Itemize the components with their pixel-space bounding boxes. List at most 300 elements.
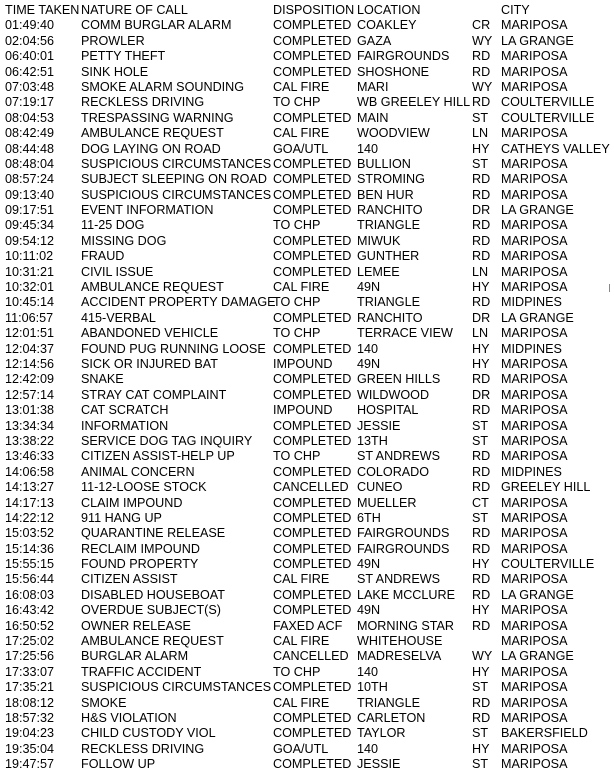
cell-city: MARIPOSA — [501, 418, 568, 433]
cell-city: MARIPOSA — [501, 449, 568, 464]
cell-location: 49N — [357, 557, 381, 572]
cell-disposition: CANCELLED — [273, 649, 349, 664]
table-row — [0, 526, 614, 541]
cell-disposition: COMPLETED — [273, 18, 352, 33]
cell-suffix: HY — [472, 356, 490, 371]
cell-city: MARIPOSA — [501, 510, 568, 525]
cell-disposition: TO CHP — [273, 218, 321, 233]
cell-nature: SUSPICIOUS CIRCUMSTANCES — [81, 156, 272, 171]
cell-suffix: ST — [472, 433, 489, 448]
cell-city: MARIPOSA — [501, 572, 568, 587]
table-row — [0, 80, 614, 95]
cell-city: MARIPOSA — [501, 218, 568, 233]
cell-disposition: CAL FIRE — [273, 695, 330, 710]
cell-nature: PETTY THEFT — [81, 49, 166, 64]
cell-suffix: RD — [472, 587, 491, 602]
table-row — [0, 126, 614, 141]
cell-nature: 911 HANG UP — [81, 510, 162, 525]
cell-city: MARIPOSA — [501, 495, 568, 510]
cell-city: GREELEY HILL — [501, 480, 591, 495]
cell-suffix: ST — [472, 680, 489, 695]
cell-suffix: RD — [472, 95, 491, 110]
cell-disposition: COMPLETED — [273, 341, 352, 356]
cell-city: COULTERVILLE — [501, 557, 595, 572]
cell-time: 19:04:23 — [5, 726, 55, 741]
cell-nature: MISSING DOG — [81, 233, 167, 248]
table-row — [0, 511, 614, 526]
header-nature-of-call: NATURE OF CALL — [81, 3, 188, 17]
cell-time: 08:48:04 — [5, 156, 55, 171]
cell-city: MARIPOSA — [501, 710, 568, 725]
cell-nature: DOG LAYING ON ROAD — [81, 141, 221, 156]
cell-disposition: COMPLETED — [273, 726, 352, 741]
cell-location: BEN HUR — [357, 187, 414, 202]
cell-time: 11:06:57 — [5, 310, 54, 325]
cell-city: COULTERVILLE — [501, 110, 595, 125]
cell-location: ST ANDREWS — [357, 572, 441, 587]
cell-disposition: COMPLETED — [273, 156, 352, 171]
cell-suffix: LN — [472, 126, 489, 141]
cell-suffix: DR — [472, 310, 491, 325]
cell-suffix: RD — [472, 64, 491, 79]
cell-time: 15:56:44 — [5, 572, 55, 587]
table-row — [0, 680, 614, 695]
cell-nature: SNAKE — [81, 372, 124, 387]
cell-disposition: COMPLETED — [273, 310, 352, 325]
cell-disposition: COMPLETED — [273, 249, 352, 264]
table-row — [0, 434, 614, 449]
cell-location: COLORADO — [357, 464, 430, 479]
cell-location: CARLETON — [357, 710, 426, 725]
cell-city: MARIPOSA — [501, 757, 568, 772]
cell-time: 17:33:07 — [5, 664, 55, 679]
cell-time: 10:45:14 — [5, 295, 55, 310]
table-row — [0, 65, 614, 80]
table-row — [0, 172, 614, 187]
table-row — [0, 588, 614, 603]
cell-location: 49N — [357, 603, 381, 618]
table-row — [0, 465, 614, 480]
table-row — [0, 619, 614, 634]
cell-nature: SINK HOLE — [81, 64, 149, 79]
cell-location: FAIRGROUNDS — [357, 541, 450, 556]
cell-nature: BURGLAR ALARM — [81, 649, 189, 664]
table-row — [0, 480, 614, 495]
table-row — [0, 572, 614, 587]
cell-suffix: ST — [472, 757, 489, 772]
cell-location: MADRESELVA — [357, 649, 442, 664]
cell-city: MARIPOSA — [501, 433, 568, 448]
cell-city: MARIPOSA — [501, 64, 568, 79]
cell-disposition: CAL FIRE — [273, 572, 330, 587]
cell-suffix: HY — [472, 603, 490, 618]
cell-suffix: RD — [472, 572, 491, 587]
cell-city: MARIPOSA — [501, 18, 568, 33]
table-row — [0, 326, 614, 341]
cell-location: RANCHITO — [357, 203, 423, 218]
cell-nature: 415-VERBAL — [81, 310, 156, 325]
cell-disposition: CANCELLED — [273, 480, 349, 495]
table-row — [0, 557, 614, 572]
cell-city: MARIPOSA — [501, 326, 568, 341]
cell-suffix: ST — [472, 110, 489, 125]
cell-location: 6TH — [357, 510, 381, 525]
cell-location: 140 — [357, 741, 379, 756]
cell-disposition: COMPLETED — [273, 172, 352, 187]
cell-nature: FOUND PROPERTY — [81, 557, 199, 572]
cell-city: MARIPOSA — [501, 618, 568, 633]
cell-disposition: COMPLETED — [273, 33, 352, 48]
cell-suffix: RD — [472, 449, 491, 464]
cell-nature: CLAIM IMPOUND — [81, 495, 183, 510]
cell-suffix: HY — [472, 557, 490, 572]
cell-disposition: COMPLETED — [273, 526, 352, 541]
cell-nature: AMBULANCE REQUEST — [81, 126, 224, 141]
cell-location: WILDWOOD — [357, 387, 430, 402]
cell-city: MARIPOSA — [501, 356, 568, 371]
cell-suffix: DR — [472, 203, 491, 218]
cell-disposition: COMPLETED — [273, 433, 352, 448]
cell-time: 18:08:12 — [5, 695, 55, 710]
table-row — [0, 157, 614, 172]
cell-nature: ACCIDENT PROPERTY DAMAGE — [81, 295, 276, 310]
cell-city: MARIPOSA — [501, 79, 568, 94]
cell-disposition: COMPLETED — [273, 587, 352, 602]
cell-time: 01:49:40 — [5, 18, 55, 33]
cell-time: 16:50:52 — [5, 618, 55, 633]
cell-location: FAIRGROUNDS — [357, 526, 450, 541]
table-body — [0, 18, 614, 772]
cell-city: MARIPOSA — [501, 664, 568, 679]
cell-nature: TRESPASSING WARNING — [81, 110, 234, 125]
cell-time: 15:14:36 — [5, 541, 55, 556]
cell-nature: SUBJECT SLEEPING ON ROAD — [81, 172, 267, 187]
table-row — [0, 711, 614, 726]
cell-time: 17:25:56 — [5, 649, 55, 664]
cell-nature: RECKLESS DRIVING — [81, 95, 205, 110]
table-row — [0, 357, 614, 372]
cell-location: GUNTHER — [357, 249, 420, 264]
cell-city: MARIPOSA — [501, 126, 568, 141]
cell-nature: CITIZEN ASSIST — [81, 572, 178, 587]
cell-city: MARIPOSA — [501, 233, 568, 248]
cell-time: 12:42:09 — [5, 372, 55, 387]
cell-suffix: HY — [472, 664, 490, 679]
table-row — [0, 49, 614, 64]
cell-city: LA GRANGE — [501, 33, 574, 48]
cell-location: SHOSHONE — [357, 64, 430, 79]
cell-disposition: COMPLETED — [273, 557, 352, 572]
cell-disposition: COMPLETED — [273, 603, 352, 618]
cell-disposition: CAL FIRE — [273, 79, 330, 94]
table-row — [0, 95, 614, 110]
table-row — [0, 111, 614, 126]
cell-location: 49N — [357, 280, 381, 295]
cell-suffix: ST — [472, 510, 489, 525]
cell-disposition: COMPLETED — [273, 387, 352, 402]
cell-time: 15:03:52 — [5, 526, 55, 541]
cell-location: WOODVIEW — [357, 126, 430, 141]
cell-city: BAKERSFIELD — [501, 726, 588, 741]
cell-nature: ABANDONED VEHICLE — [81, 326, 219, 341]
cell-time: 06:42:51 — [5, 64, 55, 79]
cell-disposition: TO CHP — [273, 295, 321, 310]
table-row — [0, 449, 614, 464]
table-row — [0, 403, 614, 418]
cell-disposition: COMPLETED — [273, 372, 352, 387]
cell-suffix: ST — [472, 726, 489, 741]
cell-city: LA GRANGE — [501, 649, 574, 664]
cell-city: LA GRANGE — [501, 587, 574, 602]
cell-location: TRIANGLE — [357, 695, 420, 710]
cell-suffix: RD — [472, 403, 491, 418]
cell-location: CUNEO — [357, 480, 403, 495]
cell-disposition: COMPLETED — [273, 203, 352, 218]
cell-nature: 11-12-LOOSE STOCK — [81, 480, 207, 495]
table-row — [0, 742, 614, 757]
cell-disposition: COMPLETED — [273, 49, 352, 64]
cell-time: 14:22:12 — [5, 510, 55, 525]
cell-time: 13:38:22 — [5, 433, 55, 448]
cell-location: TERRACE VIEW — [357, 326, 453, 341]
cell-suffix: WY — [472, 649, 493, 664]
cell-suffix: CT — [472, 495, 489, 510]
cell-time: 08:04:53 — [5, 110, 55, 125]
cell-location: TRIANGLE — [357, 218, 420, 233]
cell-suffix: RD — [472, 249, 491, 264]
cell-city: LA GRANGE — [501, 203, 574, 218]
cell-city: MIDPINES — [501, 464, 562, 479]
cell-location: WHITEHOUSE — [357, 634, 443, 649]
cell-time: 07:03:48 — [5, 79, 55, 94]
cell-disposition: COMPLETED — [273, 233, 352, 248]
cell-suffix: LN — [472, 264, 489, 279]
table-row — [0, 249, 614, 264]
cell-nature: RECLAIM IMPOUND — [81, 541, 200, 556]
table-row — [0, 142, 614, 157]
table-row — [0, 634, 614, 649]
cell-time: 10:31:21 — [5, 264, 55, 279]
cell-nature: SUSPICIOUS CIRCUMSTANCES — [81, 187, 272, 202]
cell-nature: SMOKE — [81, 695, 127, 710]
cell-nature: OVERDUE SUBJECT(S) — [81, 603, 221, 618]
cell-disposition: IMPOUND — [273, 403, 333, 418]
cell-time: 19:47:57 — [5, 757, 55, 772]
cell-time: 10:11:02 — [5, 249, 54, 264]
cell-time: 12:04:37 — [5, 341, 55, 356]
cell-time: 12:01:51 — [5, 326, 55, 341]
cell-nature: SUSPICIOUS CIRCUMSTANCES — [81, 680, 272, 695]
cell-city: MARIPOSA — [501, 49, 568, 64]
cell-city: MARIPOSA — [501, 249, 568, 264]
cell-city: MARIPOSA — [501, 280, 568, 295]
cell-location: GREEN HILLS — [357, 372, 441, 387]
header-city: CITY — [501, 3, 530, 17]
table-row — [0, 311, 614, 326]
table-row — [0, 203, 614, 218]
cell-disposition: COMPLETED — [273, 110, 352, 125]
table-row — [0, 542, 614, 557]
cell-suffix: HY — [472, 741, 490, 756]
cell-nature: 11-25 DOG — [81, 218, 145, 233]
cell-disposition: COMPLETED — [273, 187, 352, 202]
cell-city: MARIPOSA — [501, 541, 568, 556]
cell-location: MIWUK — [357, 233, 401, 248]
cell-suffix: RD — [472, 172, 491, 187]
cell-time: 17:35:21 — [5, 680, 55, 695]
cell-location: MAIN — [357, 110, 389, 125]
table-row — [0, 419, 614, 434]
cell-city: MARIPOSA — [501, 156, 568, 171]
cell-suffix: LN — [472, 326, 489, 341]
cell-disposition: COMPLETED — [273, 541, 352, 556]
table-row — [0, 496, 614, 511]
cell-time: 09:13:40 — [5, 187, 55, 202]
cell-time: 19:35:04 — [5, 741, 55, 756]
cell-location: GAZA — [357, 33, 392, 48]
cell-city: MARIPOSA — [501, 387, 568, 402]
cell-nature: COMM BURGLAR ALARM — [81, 18, 232, 33]
cell-nature: CIVIL ISSUE — [81, 264, 154, 279]
cell-suffix: HY — [472, 280, 490, 295]
cell-location: COAKLEY — [357, 18, 417, 33]
table-row — [0, 603, 614, 618]
cell-time: 09:45:34 — [5, 218, 55, 233]
cell-time: 08:57:24 — [5, 172, 55, 187]
cell-time: 14:06:58 — [5, 464, 55, 479]
cell-location: 49N — [357, 356, 381, 371]
cell-location: MUELLER — [357, 495, 417, 510]
cell-city: CATHEYS VALLEY — [501, 141, 610, 156]
cell-nature: AMBULANCE REQUEST — [81, 634, 224, 649]
cell-disposition: COMPLETED — [273, 418, 352, 433]
table-row — [0, 234, 614, 249]
cell-disposition: COMPLETED — [273, 64, 352, 79]
cell-city: MIDPINES — [501, 295, 562, 310]
header-location: LOCATION — [357, 3, 421, 17]
cell-city: MARIPOSA — [501, 403, 568, 418]
cell-location: FAIRGROUNDS — [357, 49, 450, 64]
cell-nature: PROWLER — [81, 33, 145, 48]
cell-location: JESSIE — [357, 757, 401, 772]
cell-city: MARIPOSA — [501, 741, 568, 756]
cell-time: 14:13:27 — [5, 480, 55, 495]
cell-suffix: RD — [472, 618, 491, 633]
cell-suffix: RD — [472, 372, 491, 387]
call-log-table — [0, 3, 614, 773]
cell-time: 14:17:13 — [5, 495, 55, 510]
header-disposition: DISPOSITION — [273, 3, 355, 17]
table-row — [0, 372, 614, 387]
cell-suffix: RD — [472, 464, 491, 479]
cell-city: MARIPOSA — [501, 680, 568, 695]
cell-nature: FOUND PUG RUNNING LOOSE — [81, 341, 266, 356]
table-row — [0, 34, 614, 49]
cell-location: ST ANDREWS — [357, 449, 441, 464]
table-row — [0, 188, 614, 203]
cell-location: 140 — [357, 141, 379, 156]
cell-location: WB GREELEY HILL — [357, 95, 471, 110]
cell-disposition: COMPLETED — [273, 710, 352, 725]
cell-suffix: RD — [472, 541, 491, 556]
cell-location: 140 — [357, 341, 379, 356]
cell-nature: EVENT INFORMATION — [81, 203, 214, 218]
cell-time: 15:55:15 — [5, 557, 55, 572]
cell-suffix: RD — [472, 526, 491, 541]
cell-time: 08:42:49 — [5, 126, 55, 141]
cell-location: RANCHITO — [357, 310, 423, 325]
cell-nature: DISABLED HOUSEBOAT — [81, 587, 225, 602]
cell-nature: CHILD CUSTODY VIOL — [81, 726, 216, 741]
cell-suffix: RD — [472, 49, 491, 64]
cell-location: 13TH — [357, 433, 388, 448]
cell-disposition: FAXED ACF — [273, 618, 343, 633]
cell-nature: FRAUD — [81, 249, 125, 264]
table-header-row — [0, 3, 614, 18]
cell-time: 02:04:56 — [5, 33, 55, 48]
cell-city: LA GRANGE — [501, 310, 574, 325]
cell-time: 13:46:33 — [5, 449, 55, 464]
cell-suffix: RD — [472, 233, 491, 248]
cell-time: 09:17:51 — [5, 203, 55, 218]
table-row — [0, 218, 614, 233]
table-row — [0, 280, 614, 295]
cell-city: COULTERVILLE — [501, 95, 595, 110]
cell-city: MARIPOSA — [501, 372, 568, 387]
cell-nature: CAT SCRATCH — [81, 403, 169, 418]
cell-suffix: WY — [472, 33, 493, 48]
cell-disposition: TO CHP — [273, 95, 321, 110]
cell-time: 12:57:14 — [5, 387, 55, 402]
cell-city: MIDPINES — [501, 341, 562, 356]
cell-time: 07:19:17 — [5, 95, 55, 110]
cell-city: MARIPOSA — [501, 187, 568, 202]
table-row — [0, 342, 614, 357]
cell-location: HOSPITAL — [357, 403, 419, 418]
cell-disposition: CAL FIRE — [273, 634, 330, 649]
cell-nature: QUARANTINE RELEASE — [81, 526, 226, 541]
cell-nature: H&S VIOLATION — [81, 710, 177, 725]
cell-location: 10TH — [357, 680, 388, 695]
cell-suffix: RD — [472, 710, 491, 725]
cell-suffix: WY — [472, 79, 493, 94]
cell-suffix: CR — [472, 18, 491, 33]
cell-time: 10:32:01 — [5, 280, 55, 295]
cell-disposition: CAL FIRE — [273, 280, 330, 295]
cell-suffix: HY — [472, 141, 490, 156]
cell-nature: TRAFFIC ACCIDENT — [81, 664, 202, 679]
cell-suffix: DR — [472, 387, 491, 402]
cell-disposition: TO CHP — [273, 326, 321, 341]
cell-suffix: RD — [472, 480, 491, 495]
cell-nature: AMBULANCE REQUEST — [81, 280, 224, 295]
header-time-taken: TIME TAKEN — [5, 3, 80, 17]
table-row — [0, 388, 614, 403]
cell-time: 17:25:02 — [5, 634, 55, 649]
cell-disposition: IMPOUND — [273, 356, 333, 371]
cell-time: 06:40:01 — [5, 49, 55, 64]
cell-city: MARIPOSA — [501, 526, 568, 541]
cell-suffix: RD — [472, 218, 491, 233]
cell-disposition: COMPLETED — [273, 464, 352, 479]
cell-time: 16:08:03 — [5, 587, 55, 602]
cell-nature: SICK OR INJURED BAT — [81, 356, 218, 371]
cell-nature: SMOKE ALARM SOUNDING — [81, 79, 245, 94]
cell-location: 140 — [357, 664, 379, 679]
cell-nature: RECKLESS DRIVING — [81, 741, 205, 756]
cell-disposition: TO CHP — [273, 449, 321, 464]
cell-suffix: RD — [472, 295, 491, 310]
